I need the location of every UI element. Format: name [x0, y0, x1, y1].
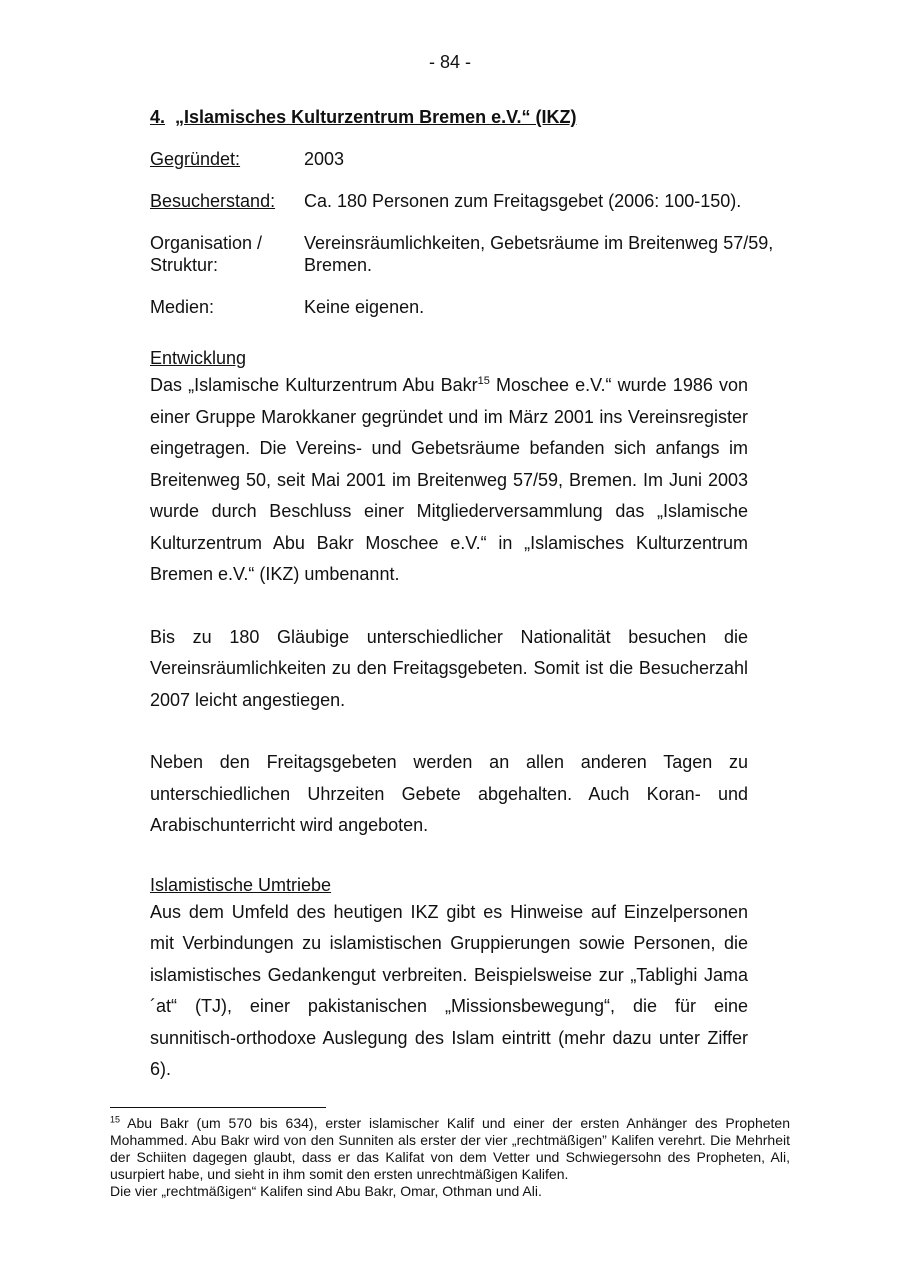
- footnote-line-2: Die vier „rechtmäßigen“ Kalifen sind Abu Bakr, Omar, Othman und Ali.: [110, 1183, 542, 1199]
- development-paragraph-2: Bis zu 180 Gläubige unterschiedlicher Nationalität besuchen die Vereinsräumlichkeiten zu den Freitagsgebeten. Somit ist die Besucherzahl 2007 leicht angestiegen.: [150, 626, 748, 710]
- fact-value-media: Keine eigenen.: [304, 297, 425, 317]
- fact-row-media: [150, 296, 790, 318]
- fact-label-media: Medien:: [150, 297, 215, 317]
- section-title: „Islamisches Kulturzentrum Bremen e.V.“ (IKZ): [175, 107, 577, 127]
- page-number: - 84 -: [428, 52, 471, 72]
- fact-label-founded: Gegründet:: [150, 149, 241, 169]
- facts-table: [150, 148, 790, 338]
- activities-paragraph-1: Aus dem Umfeld des heutigen IKZ gibt es Hinweise auf Einzelpersonen mit Verbindungen zu islamistischen Gruppierungen sowie Personen, die islamistisches Gedankengut verbreiten. Beispielsweise zur „Tablighi Jama´at“ (TJ), einer pakistanischen „Missionsbewegung“, die für eine sunnitisch-orthodoxe Auslegung des Islam eintritt (mehr dazu unter Ziffer 6).: [150, 901, 748, 1079]
- fact-label-organisation: [150, 232, 304, 276]
- footnote-divider: [110, 1107, 326, 1108]
- footnote-reference: 15: [477, 375, 490, 387]
- footnote: [110, 1115, 790, 1200]
- fact-value-organisation-line1: Vereinsräumlichkeiten, Gebetsräume im Breitenweg 57/59,: [304, 233, 774, 253]
- development-paragraph-1: [150, 370, 748, 591]
- fact-value-organisation-line2: Bremen.: [304, 255, 373, 275]
- fact-row-founded: [150, 148, 790, 170]
- fact-label-organisation-line2: Struktur:: [150, 255, 219, 275]
- fact-row-organisation: [150, 232, 790, 276]
- fact-value-visitors: Ca. 180 Personen zum Freitagsgebet (2006: 100-150).: [304, 191, 742, 211]
- footnote-number: 15: [110, 1114, 121, 1125]
- fact-row-visitors: [150, 190, 790, 212]
- fact-value-founded: 2003: [304, 149, 345, 169]
- development-p1-rest: Moschee e.V.“ wurde 1986 von einer Gruppe Marokkaner gegründet und im März 2001 ins Vereinsregister eingetragen. Die Vereins- und Gebetsräume befanden sich anfangs im Breitenweg 50, seit Mai 2001 im Breitenweg 57/59, Bremen. Im Juni 2003 wurde durch Beschluss einer Mitgliederversammlung das „Islamische Kulturzentrum Abu Bakr Moschee e.V.“ in „Islamisches Kulturzentrum Bremen e.V.“ (IKZ) umbenannt.: [150, 375, 748, 584]
- development-p1-start: Das „Islamische Kulturzentrum Abu Bakr: [150, 375, 478, 395]
- main-content: [150, 346, 748, 1086]
- fact-value-organisation: [304, 232, 790, 276]
- section-number: 4.: [150, 107, 166, 127]
- footnote-body: Abu Bakr (um 570 bis 634), erster islamischer Kalif und einer der ersten Anhänger des Propheten Mohammed. Abu Bakr wird von den Sunniten als erster der vier „rechtmäßigen” Kalifen verehrt. Die Mehrheit der Schiiten dagegen glaubt, dass er das Kalifat von dem Vetter und Schwiegersohn des Propheten, Ali, usurpiert habe, und sieht in ihm somit den ersten unrechtmäßigen Kalifen.: [110, 1115, 790, 1182]
- fact-label-organisation-line1: Organisation /: [150, 233, 263, 253]
- activities-heading: Islamistische Umtriebe: [150, 874, 332, 895]
- fact-label-visitors: Besucherstand:: [150, 191, 276, 211]
- footnote-text: [110, 1115, 790, 1183]
- section-heading: [150, 107, 576, 128]
- development-paragraph-3: Neben den Freitagsgebeten werden an allen anderen Tagen zu unterschiedlichen Uhrzeiten Gebete abgehalten. Auch Koran- und Arabischunterricht wird angeboten.: [150, 752, 748, 835]
- development-heading: Entwicklung: [150, 348, 247, 368]
